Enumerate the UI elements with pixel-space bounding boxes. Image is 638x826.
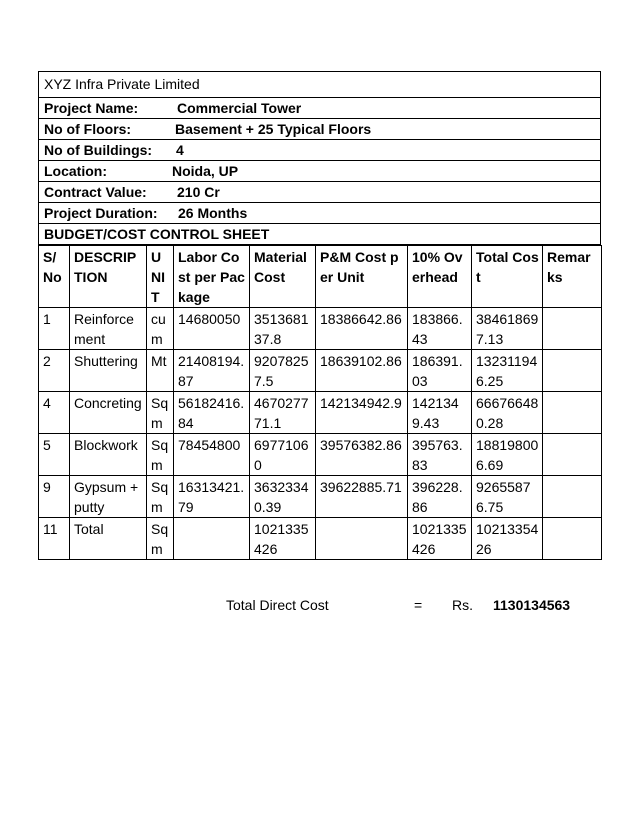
col-header-pm: P&M Cost per Unit — [316, 246, 408, 308]
cell-labor: 21408194.87 — [174, 350, 250, 392]
location-row — [39, 161, 600, 182]
project-name-value: Commercial Tower — [177, 100, 302, 116]
floors-row — [39, 119, 600, 140]
cell-overhead: 1021335426 — [408, 518, 472, 560]
table-body — [39, 308, 602, 560]
cell-remarks — [543, 518, 602, 560]
cell-overhead: 396228.86 — [408, 476, 472, 518]
cell-description: Reinforcement — [70, 308, 147, 350]
contract-value-row — [39, 182, 600, 203]
cell-sno: 2 — [39, 350, 70, 392]
total-currency: Rs. — [452, 597, 473, 613]
cell-remarks — [543, 350, 602, 392]
cell-material: 467027771.1 — [250, 392, 316, 434]
cell-pm: 18386642.86 — [316, 308, 408, 350]
duration-value: 26 Months — [178, 205, 248, 221]
cell-total: 188198006.69 — [472, 434, 543, 476]
col-header-remarks: Remarks — [543, 246, 602, 308]
cell-material: 351368137.8 — [250, 308, 316, 350]
contract-value-label: Contract Value: — [44, 184, 147, 200]
duration-label: Project Duration: — [44, 205, 158, 221]
cell-remarks — [543, 434, 602, 476]
floors-label: No of Floors: — [44, 121, 132, 137]
cell-description: Concreting — [70, 392, 147, 434]
project-name-row — [39, 98, 600, 119]
table-header-row — [39, 246, 602, 308]
col-header-description: DESCRIPTION — [70, 246, 147, 308]
buildings-value: 4 — [176, 142, 184, 158]
cell-pm — [316, 518, 408, 560]
cell-description: Total — [70, 518, 147, 560]
sheet-title: BUDGET/COST CONTROL SHEET — [39, 224, 600, 245]
cell-sno: 11 — [39, 518, 70, 560]
cell-pm: 39576382.86 — [316, 434, 408, 476]
contract-value-value: 210 Cr — [177, 184, 220, 200]
table-row — [39, 350, 602, 392]
table-row — [39, 476, 602, 518]
cell-sno: 5 — [39, 434, 70, 476]
cell-pm: 39622885.71 — [316, 476, 408, 518]
cell-overhead: 183866.43 — [408, 308, 472, 350]
table-row — [39, 434, 602, 476]
cell-material: 92078257.5 — [250, 350, 316, 392]
col-header-overhead: 10% Overhead — [408, 246, 472, 308]
cell-total: 1021335426 — [472, 518, 543, 560]
cell-total: 384618697.13 — [472, 308, 543, 350]
cell-material: 1021335426 — [250, 518, 316, 560]
cell-remarks — [543, 476, 602, 518]
cell-unit: Sqm — [147, 392, 174, 434]
cell-total: 666766480.28 — [472, 392, 543, 434]
table-row — [39, 392, 602, 434]
floors-value: Basement + 25 Typical Floors — [175, 121, 372, 137]
budget-sheet — [38, 71, 601, 560]
cell-labor — [174, 518, 250, 560]
table-row — [39, 518, 602, 560]
cell-unit: Sqm — [147, 476, 174, 518]
cell-description: Blockwork — [70, 434, 147, 476]
cell-labor: 56182416.84 — [174, 392, 250, 434]
total-equals: = — [414, 597, 423, 613]
project-header — [38, 71, 601, 245]
cell-labor: 16313421.79 — [174, 476, 250, 518]
cell-remarks — [543, 308, 602, 350]
cell-overhead: 186391.03 — [408, 350, 472, 392]
cell-labor: 78454800 — [174, 434, 250, 476]
cell-sno: 9 — [39, 476, 70, 518]
total-label: Total Direct Cost — [226, 597, 329, 613]
cost-table — [38, 245, 602, 560]
total-amount: 1130134563 — [493, 597, 571, 613]
cell-total: 92655876.75 — [472, 476, 543, 518]
col-header-total: Total Cost — [472, 246, 543, 308]
cell-remarks — [543, 392, 602, 434]
cell-unit: Sqm — [147, 434, 174, 476]
cell-unit: cum — [147, 308, 174, 350]
col-header-labor: Labor Cost per Package — [174, 246, 250, 308]
cell-pm: 142134942.9 — [316, 392, 408, 434]
duration-row — [39, 203, 600, 224]
cell-sno: 4 — [39, 392, 70, 434]
cell-description: Shuttering — [70, 350, 147, 392]
buildings-row — [39, 140, 600, 161]
table-row — [39, 308, 602, 350]
company-name: XYZ Infra Private Limited — [39, 72, 600, 98]
cell-sno: 1 — [39, 308, 70, 350]
location-label: Location: — [44, 163, 107, 179]
cell-overhead: 1421349.43 — [408, 392, 472, 434]
cell-pm: 18639102.86 — [316, 350, 408, 392]
cell-labor: 14680050 — [174, 308, 250, 350]
cell-description: Gypsum + putty — [70, 476, 147, 518]
cell-material: 36323340.39 — [250, 476, 316, 518]
col-header-unit: UNIT — [147, 246, 174, 308]
cell-material: 69771060 — [250, 434, 316, 476]
buildings-label: No of Buildings: — [44, 142, 153, 158]
project-name-label: Project Name: — [44, 100, 139, 116]
cell-overhead: 395763.83 — [408, 434, 472, 476]
col-header-material: Material Cost — [250, 246, 316, 308]
cell-total: 132311946.25 — [472, 350, 543, 392]
cell-unit: Sqm — [147, 518, 174, 560]
cell-unit: Mt — [147, 350, 174, 392]
col-header-sno: S/No — [39, 246, 70, 308]
location-value: Noida, UP — [172, 163, 239, 179]
